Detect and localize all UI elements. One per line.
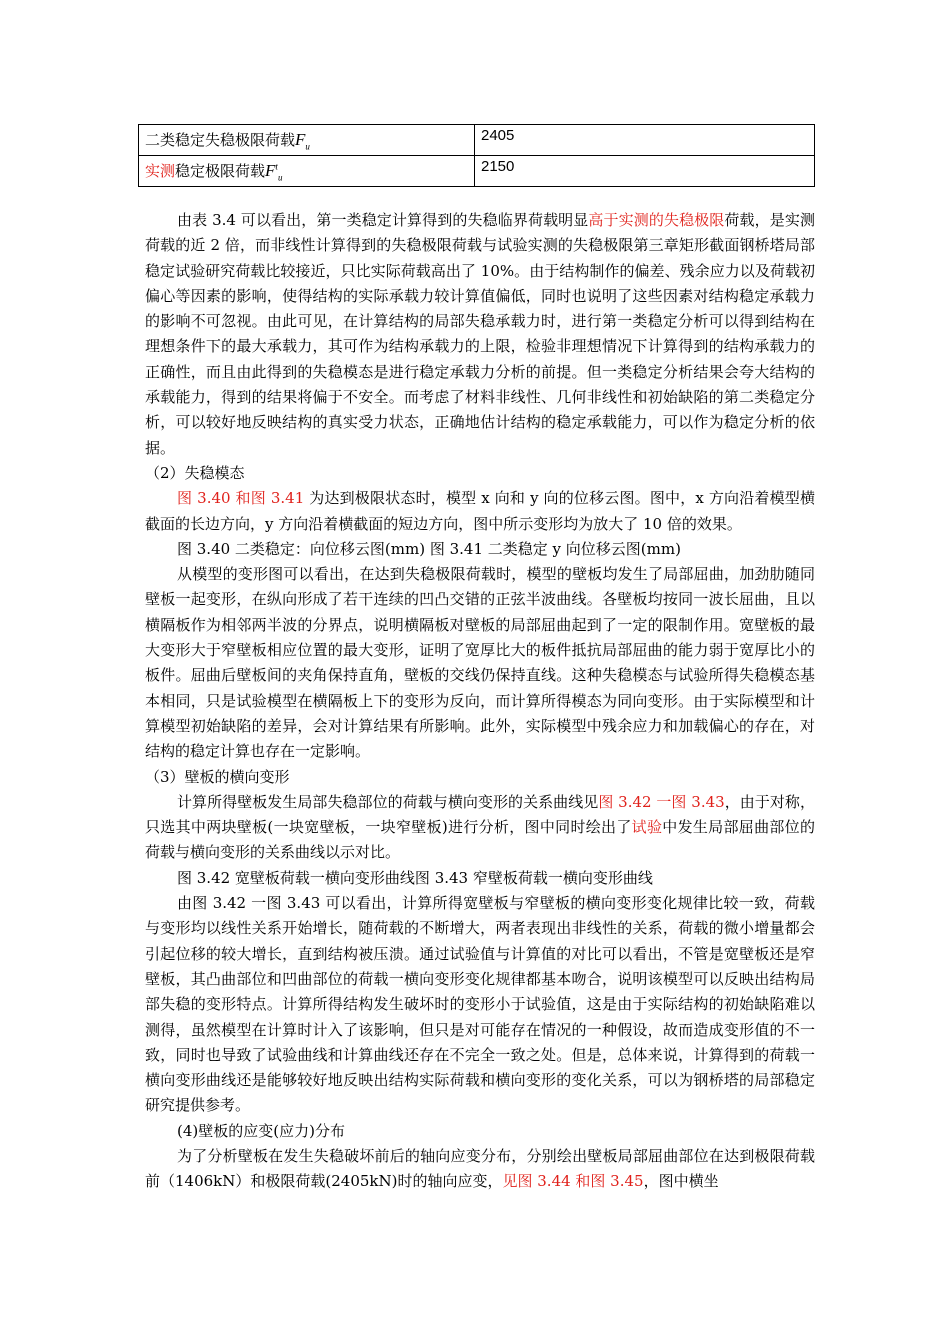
section-heading: （2）失稳模态 [145, 463, 245, 482]
row-label: 稳定极限荷载 [175, 161, 266, 180]
highlight-text: 高于实测的失稳极限 [588, 211, 725, 229]
text-run: 计算所得壁板发生局部失稳部位的荷载与横向变形的关系曲线见 [177, 792, 599, 811]
symbol-text: F [295, 129, 306, 149]
section-heading: （3）壁板的横向变形 [145, 767, 290, 786]
symbol-sub: u [305, 141, 310, 152]
paragraph [145, 486, 815, 537]
paragraph [145, 790, 815, 866]
table-cell-label [139, 125, 475, 156]
table-cell-value: 2405 [475, 125, 815, 156]
symbol-text: F [265, 160, 276, 180]
paragraph [145, 208, 815, 461]
highlight-text: 试验 [631, 818, 663, 837]
symbol-sup: t [275, 161, 278, 172]
formula-symbol [295, 129, 310, 152]
text-run: 为达到极限状态时，模型 x 向和 y 向的位移云图。图中，x 方向沿着模型横截面的长边方向，y 方向沿着横截面的短边方向，图中所示变形均为放大了 10 倍的效果。 [145, 489, 815, 533]
figure-reference: 见图 3.44 和图 3.45 [502, 1172, 644, 1191]
paragraph: 由图 3.42 一图 3.43 可以看出，计算所得宽壁板与窄壁板的横向变形变化规律比较一致，荷载与变形均以线性关系开始增长，随荷载的不断增大，两者表现出非线性的关系，荷载的微小增量都会引起位移的较大增长，直到结构被压溃。通过试验值与计算值的对比可以看出，不管是宽壁板还是窄壁板，其凸曲部位和凹曲部位的荷载一横向变形变化规律都基本吻合，说明该模型可以反映出结构局部失稳的变形特点。计算所得结构发生破坏时的变形小于试验值，这是由于实际结构的初始缺陷难以测得，虽然模型在计算时计入了该影响，但只是对可能存在情况的一种假设，故而造成变形值的不一致，同时也导致了试验曲线和计算曲线还存在不完全一致之处。但是，总体来说，计算得到的荷载一横向变形曲线还是能够较好地反映出结构实际荷载和横向变形的变化关系，可以为钢桥塔的局部稳定研究提供参考。 [145, 894, 815, 1115]
figure-caption: 图 3.40 二类稳定：向位移云图(mm) 图 3.41 二类稳定 y 向位移云图(mm) [177, 539, 681, 558]
text-run: ，图中横坐 [643, 1172, 719, 1191]
figure-reference: 图 3.42 一图 3.43 [598, 792, 725, 811]
symbol-sub: u [277, 172, 283, 183]
paragraph: 从模型的变形图可以看出，在达到失稳极限荷载时，模型的壁板均发生了局部屈曲，加劲肋随同壁板一起变形，在纵向形成了若干连续的凹凸交错的正弦半波曲线。各壁板均按同一波长屈曲，且以横隔板作为相邻两半波的分界点，说明横隔板对壁板的局部屈曲起到了一定的限制作用。宽壁板的最大变形大于窄壁板相应位置的最大变形，证明了宽厚比大的板件抵抗局部屈曲的能力弱于宽厚比小的板件。屈曲后壁板间的夹角保持直角，壁板的交线仍保持直线。这种失稳模态与试验所得失稳模态基本相同，只是试验模型在横隔板上下的变形为反向，而计算所得模态为同向变形。由于实际模型和计算模型初始缺陷的差异，会对计算结果有所影响。此外，实际模型中残余应力和加载偏心的存在，对结构的稳定计算也存在一定影响。 [145, 565, 815, 761]
figure-reference: 图 3.40 和图 3.41 [177, 489, 305, 508]
results-table [138, 124, 815, 187]
row-label: 二类稳定失稳极限荷载 [145, 130, 296, 149]
figure-caption: 图 3.42 宽壁板荷载一横向变形曲线图 3.43 窄壁板荷载一横向变形曲线 [177, 868, 653, 887]
text-run: 中发生局部屈曲部位的荷载与横向变形的关系曲线以示对比。 [145, 818, 815, 862]
row-label-highlight: 实测 [145, 161, 176, 180]
formula-symbol [265, 160, 283, 183]
text-run: 由表 3.4 可以看出，第一类稳定计算得到的失稳临界荷载明显 [177, 211, 589, 229]
table-row [139, 156, 815, 187]
body-text [145, 208, 815, 1195]
text-run: ，由于对称，只选其中两块壁板(一块宽壁板，一块窄壁板)进行分析，图中同时绘出了 [145, 792, 815, 837]
text-run: 为了分析壁板在发生失稳破坏前后的轴向应变分布，分别绘出壁板局部屈曲部位在达到极限荷载前（1406kN）和极限荷载(2405kN)时的轴向应变， [145, 1146, 815, 1191]
section-heading: (4)壁板的应变(应力)分布 [177, 1121, 345, 1140]
table-cell-label [139, 156, 475, 187]
table-cell-value: 2150 [475, 156, 815, 187]
text-run: 荷载，是实测荷载的近 2 倍，而非线性计算得到的失稳极限荷载与试验实测的失稳极限第三章矩形截面钢桥塔局部稳定试验研究荷载比较接近，只比实际荷载高出了 10%。由于结构制作的偏差、残余应力以及荷载初偏心等因素的影响，使得结构的实际承载力较计算值偏低，同时也说明了这些因素对结构稳定承载力的影响不可忽视。由此可见，在计算结构的局部失稳承载力时，进行第一类稳定分析可以得到结构在理想条件下的最大承载力，其可作为结构承载力的上限，检验非理想情况下计算得到的结构承载力的正确性，而且由此得到的失稳模态是进行稳定承载力分析的前提。但一类稳定分析结果会夸大结构的承载能力，得到的结果将偏于不安全。而考虑了材料非线性、几何非线性和初始缺陷的第二类稳定分析，可以较好地反映结构的真实受力状态，正确地估计结构的稳定承载能力，可以作为稳定分析的依据。 [145, 211, 815, 457]
paragraph [145, 1144, 815, 1195]
table-row [139, 125, 815, 156]
